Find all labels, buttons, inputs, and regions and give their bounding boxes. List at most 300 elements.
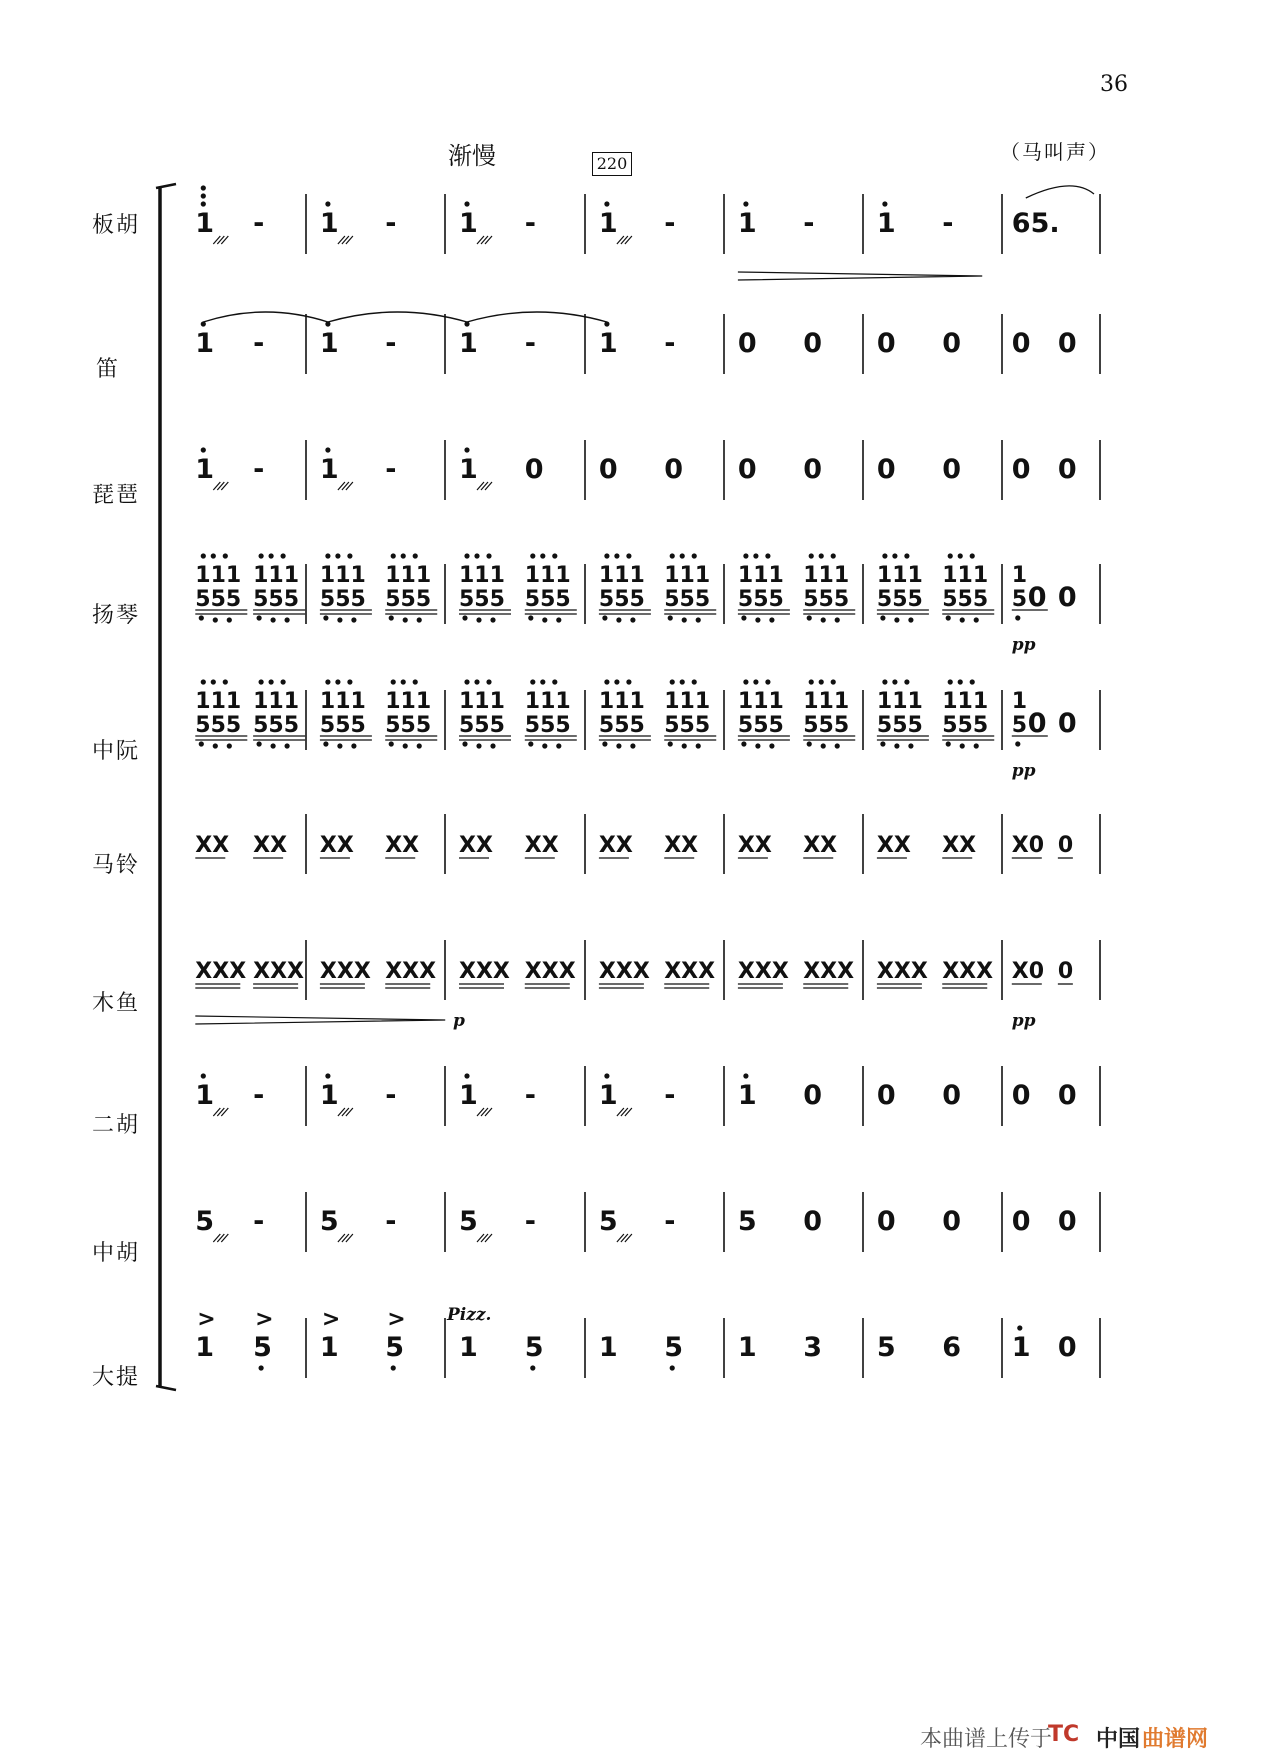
note: 1 [598, 208, 618, 239]
octave-dot [809, 679, 814, 684]
octave-dot [904, 553, 909, 558]
note: 5 [319, 1206, 339, 1237]
chord-lower: 555 [598, 713, 645, 738]
tremolo-mark [342, 236, 349, 244]
chord-lower: 555 [195, 713, 242, 738]
accent-mark: > [197, 1307, 216, 1332]
chord-lower: 555 [803, 713, 850, 738]
note: - [803, 208, 815, 239]
note: - [664, 208, 676, 239]
octave-dot [530, 679, 535, 684]
octave-dot-low [1015, 741, 1020, 746]
note: 1 [319, 208, 339, 239]
chord-upper: 111 [942, 563, 989, 588]
instrument-label-dati: 大提 [92, 1365, 141, 1390]
note: 5 [385, 1332, 405, 1363]
tremolo-mark [221, 1234, 228, 1242]
note: - [524, 1206, 537, 1237]
page-number: 36 [1100, 72, 1128, 97]
accent-mark: > [255, 1307, 274, 1332]
chord-lower: 5 [1011, 587, 1028, 612]
octave-dot [201, 185, 206, 190]
percussion-note: X0 [1011, 959, 1045, 984]
note: 5 [253, 1332, 272, 1363]
chord-lower: 555 [664, 587, 711, 612]
octave-dot-low [807, 741, 812, 746]
chord-upper: 111 [524, 563, 571, 588]
note: - [253, 328, 265, 359]
chord-upper: 111 [737, 689, 784, 714]
note: 5 [459, 1206, 478, 1237]
octave-dot-low [403, 743, 408, 748]
chord-lower: 555 [253, 587, 300, 612]
note: - [253, 208, 265, 239]
octave-dot [831, 553, 836, 558]
note: 1 [319, 328, 339, 359]
octave-dot [201, 553, 206, 558]
note: 0 [942, 1080, 962, 1111]
note: 0 [1057, 1332, 1077, 1363]
tremolo-mark [477, 236, 484, 244]
tremolo-mark [213, 1234, 220, 1242]
octave-dot-low [285, 617, 290, 622]
octave-dot-low [741, 615, 746, 620]
octave-dot-low [630, 617, 635, 622]
note: 1 [459, 208, 478, 239]
octave-dot-low [908, 617, 913, 622]
note: 0 [876, 1080, 896, 1111]
note: - [942, 208, 954, 239]
note: 0 [1057, 582, 1077, 613]
octave-dot-low [960, 617, 965, 622]
octave-dot-low [528, 741, 533, 746]
instrument-label-pipa: 琵琶 [92, 483, 141, 508]
note: 0 [1057, 454, 1077, 485]
note: 0 [803, 454, 823, 485]
staff-3 [195, 553, 1076, 622]
tremolo-mark [617, 1234, 624, 1242]
system-bracket-bottom [156, 1386, 176, 1390]
octave-dot-low [741, 741, 746, 746]
percussion-note: XX [459, 833, 493, 858]
tremolo-mark [621, 1108, 628, 1116]
octave-dot [819, 553, 824, 558]
octave-dot [259, 679, 264, 684]
octave-dot [604, 553, 609, 558]
octave-dot [614, 553, 619, 558]
note: 1 [737, 1080, 757, 1111]
octave-dot [753, 679, 758, 684]
octave-dot [604, 1073, 609, 1078]
percussion-note: XX [524, 833, 559, 858]
octave-dot [604, 201, 609, 206]
instrument-label-zhonghu: 中胡 [92, 1241, 141, 1266]
octave-dot-low [556, 743, 561, 748]
octave-dot-low [528, 615, 533, 620]
note: 0 [876, 1206, 896, 1237]
accent-mark: > [321, 1307, 341, 1332]
rehearsal-mark: 220 [592, 152, 632, 176]
octave-dot [948, 553, 953, 558]
octave-dot [892, 553, 897, 558]
tremolo-mark [625, 1234, 632, 1242]
percussion-note: XXX [737, 959, 789, 984]
octave-dot-low [602, 615, 607, 620]
octave-dot [552, 553, 557, 558]
percussion-note: XX [598, 833, 633, 858]
note: - [385, 454, 397, 485]
octave-dot [259, 553, 264, 558]
chord-lower: 555 [664, 713, 711, 738]
octave-dot [680, 679, 685, 684]
octave-dot-low [351, 617, 356, 622]
octave-dot [680, 553, 685, 558]
note: 5 [524, 1332, 544, 1363]
staff-8 [195, 1206, 1076, 1242]
chord-upper: 111 [253, 689, 300, 714]
note: 1 [195, 208, 215, 239]
chord-lower: 555 [459, 713, 505, 738]
octave-dot [970, 679, 975, 684]
note: - [385, 208, 397, 239]
chord-upper: 111 [195, 689, 242, 714]
note: 1 [876, 208, 896, 239]
octave-dot-low [227, 617, 232, 622]
note: 0 [598, 454, 618, 485]
chord-lower: 555 [385, 587, 432, 612]
octave-dot [540, 679, 545, 684]
chord-upper: 111 [459, 689, 505, 714]
chord-upper: 111 [385, 563, 432, 588]
note: 0 [803, 1080, 823, 1111]
tremolo-mark [342, 482, 349, 490]
octave-dot [464, 553, 469, 558]
note: 0 [1011, 1080, 1031, 1111]
instrument-label-banhu: 板胡 [92, 213, 141, 238]
chord-lower: 555 [385, 713, 432, 738]
octave-dot-low [389, 615, 394, 620]
percussion-note: XX [876, 833, 911, 858]
octave-dot [325, 447, 330, 452]
note: 0 [524, 454, 544, 485]
note: 0 [803, 328, 823, 359]
percussion-note: XX [803, 833, 838, 858]
octave-dot-low [696, 617, 701, 622]
octave-dot [552, 679, 557, 684]
octave-dot [892, 679, 897, 684]
note: - [664, 1206, 676, 1237]
chord-lower: 555 [195, 587, 242, 612]
octave-dot-low [213, 743, 218, 748]
note: - [524, 1080, 537, 1111]
chord-upper: 1 [1011, 689, 1028, 714]
octave-dot [325, 201, 330, 206]
chord-upper: 111 [319, 563, 366, 588]
octave-dot [474, 679, 479, 684]
note: 1 [459, 1080, 478, 1111]
octave-dot [765, 679, 770, 684]
staff-2 [195, 447, 1076, 490]
octave-dot [904, 679, 909, 684]
staff-9 [195, 1325, 1076, 1370]
octave-dot [530, 553, 535, 558]
octave-dot-low [323, 741, 328, 746]
octave-dot-low [556, 617, 561, 622]
octave-dot-low [462, 615, 467, 620]
octave-dot-low [602, 741, 607, 746]
tremolo-mark [346, 236, 353, 244]
note: 0 [1057, 328, 1077, 359]
octave-dot-low [616, 617, 621, 622]
octave-dot-low [946, 615, 951, 620]
note: 0 [876, 328, 896, 359]
watermark-site-suffix: 曲谱网 [1142, 1727, 1209, 1752]
tremolo-mark [217, 1108, 224, 1116]
octave-dot-low [417, 743, 422, 748]
percussion-note: XXX [385, 959, 437, 984]
diminuendo-hairpin [195, 1016, 445, 1024]
octave-dot [474, 553, 479, 558]
octave-dot [626, 553, 631, 558]
tremolo-mark [481, 1108, 488, 1116]
percussion-note: XX [385, 833, 420, 858]
octave-dot [743, 201, 748, 206]
tie [467, 312, 607, 322]
octave-dot [670, 679, 675, 684]
octave-dot [970, 553, 975, 558]
percussion-note: XXX [664, 959, 716, 984]
tremolo-mark [625, 1108, 632, 1116]
note: 1 [319, 454, 339, 485]
tie [203, 312, 328, 322]
octave-dot [325, 1073, 330, 1078]
octave-dot-low [490, 617, 495, 622]
note: 0 [942, 1206, 962, 1237]
octave-dot [464, 447, 469, 452]
octave-dot [614, 679, 619, 684]
tremolo-mark [346, 1234, 353, 1242]
octave-dot [670, 553, 675, 558]
octave-dot-low [542, 617, 547, 622]
tremolo-mark [485, 1108, 492, 1116]
tremolo-mark [342, 1234, 349, 1242]
octave-dot [281, 679, 286, 684]
chord-upper: 111 [319, 689, 366, 714]
note: - [385, 1206, 397, 1237]
chord-upper: 1 [1011, 563, 1028, 588]
octave-dot-low [696, 743, 701, 748]
octave-dot [211, 679, 216, 684]
chord-upper: 111 [385, 689, 432, 714]
octave-dot [391, 553, 396, 558]
octave-dot [540, 553, 545, 558]
percussion-note: XX [253, 833, 288, 858]
octave-dot-low [271, 617, 276, 622]
tremolo-mark [481, 1234, 488, 1242]
octave-dot-low [894, 743, 899, 748]
staff-4 [195, 679, 1076, 748]
octave-dot-low [974, 617, 979, 622]
note: 1 [598, 1332, 618, 1363]
chord-upper: 111 [664, 563, 711, 588]
instrument-label-maling: 马铃 [92, 853, 141, 878]
staff-0 [195, 201, 1059, 244]
octave-dot [464, 201, 469, 206]
octave-dot [211, 553, 216, 558]
octave-dot [753, 553, 758, 558]
note: 1 [195, 1080, 215, 1111]
percussion-note: XXX [942, 959, 994, 984]
octave-dot [201, 321, 206, 326]
chord-lower: 555 [737, 587, 784, 612]
octave-dot [281, 553, 286, 558]
note: 0 [942, 328, 962, 359]
tremolo-mark [617, 1108, 624, 1116]
chord-lower: 555 [319, 587, 366, 612]
octave-dot-low [351, 743, 356, 748]
note: 5 [664, 1332, 684, 1363]
note: 0 [1011, 1206, 1031, 1237]
tremolo-mark [485, 1234, 492, 1242]
chord-upper: 111 [876, 689, 923, 714]
instrument-label-muyu: 木鱼 [92, 991, 141, 1016]
octave-dot-low [530, 1365, 535, 1370]
octave-dot [626, 679, 631, 684]
chord-lower: 555 [737, 713, 784, 738]
note: 1 [459, 1332, 478, 1363]
tremolo-mark [477, 1234, 484, 1242]
octave-dot-low [807, 615, 812, 620]
chord-upper: 111 [253, 563, 300, 588]
note: 0 [803, 1206, 823, 1237]
tremolo-mark [213, 482, 220, 490]
note: 1 [195, 454, 215, 485]
tempo-marking: 渐慢 [448, 142, 496, 170]
tremolo-mark [346, 482, 353, 490]
chord-lower: 555 [524, 713, 571, 738]
chord-lower: 555 [942, 713, 989, 738]
octave-dot [604, 679, 609, 684]
chord-upper: 111 [803, 563, 850, 588]
tremolo-mark [213, 1108, 220, 1116]
pizz-marking: Pizz. [447, 1305, 492, 1325]
octave-dot [882, 201, 887, 206]
percussion-note: 0 [1057, 833, 1074, 858]
note: 1 [598, 328, 618, 359]
percussion-note: XXX [598, 959, 650, 984]
octave-dot-low [630, 743, 635, 748]
tremolo-mark [217, 1234, 224, 1242]
octave-dot [743, 679, 748, 684]
diminuendo-hairpin [738, 272, 982, 280]
chord-lower: 555 [319, 713, 366, 738]
tremolo-mark [221, 482, 228, 490]
percussion-note: XX [664, 833, 699, 858]
tremolo-mark [346, 1108, 353, 1116]
staff-7 [195, 1073, 1076, 1116]
octave-dot [401, 679, 406, 684]
octave-dot-low [337, 743, 342, 748]
octave-dot [201, 679, 206, 684]
octave-dot-low [199, 741, 204, 746]
note: 1 [195, 328, 215, 359]
chord-lower: 555 [524, 587, 571, 612]
octave-dot [201, 1073, 206, 1078]
octave-dot-low [668, 741, 673, 746]
octave-dot-low [616, 743, 621, 748]
octave-dot-low [1015, 615, 1020, 620]
octave-dot [831, 679, 836, 684]
tremolo-mark [221, 236, 228, 244]
tremolo-mark [485, 482, 492, 490]
chord-upper: 111 [942, 689, 989, 714]
chord-lower: 555 [942, 587, 989, 612]
note: 6 [942, 1332, 962, 1363]
octave-dot [882, 553, 887, 558]
chord-upper: 111 [737, 563, 784, 588]
note: 1 [737, 208, 757, 239]
octave-dot [201, 201, 206, 206]
octave-dot-low [682, 743, 687, 748]
note: 0 [1011, 454, 1031, 485]
instrument-label-yangqin: 扬琴 [92, 603, 141, 628]
note: 65. [1011, 208, 1060, 239]
octave-dot-low [755, 617, 760, 622]
percussion-note: XXX [195, 959, 247, 984]
percussion-note: X0 [1011, 833, 1045, 858]
chord-lower: 555 [253, 713, 300, 738]
slur [1026, 186, 1094, 198]
octave-dot-low [417, 617, 422, 622]
octave-dot [958, 679, 963, 684]
chord-lower: 555 [598, 587, 645, 612]
rest: 0 [1027, 582, 1047, 613]
octave-dot-low [285, 743, 290, 748]
octave-dot-low [960, 743, 965, 748]
octave-dot-low [257, 741, 262, 746]
chord-upper: 111 [524, 689, 571, 714]
octave-dot [464, 679, 469, 684]
chord-upper: 111 [598, 563, 645, 588]
note: 0 [737, 454, 757, 485]
octave-dot-low [835, 617, 840, 622]
octave-dot-low [880, 615, 885, 620]
octave-dot [486, 679, 491, 684]
system-bracket-top [156, 184, 176, 188]
note: 0 [876, 454, 896, 485]
dynamic-pp: pp [1011, 1011, 1036, 1031]
octave-dot-low [462, 741, 467, 746]
chord-upper: 111 [803, 689, 850, 714]
percussion-note: XXX [319, 959, 371, 984]
octave-dot [882, 679, 887, 684]
octave-dot-low [769, 743, 774, 748]
octave-dot [948, 679, 953, 684]
octave-dot [335, 679, 340, 684]
octave-dot-low [670, 1365, 675, 1370]
watermark [920, 1708, 1209, 1752]
tremolo-mark [481, 236, 488, 244]
accent-mark: > [387, 1307, 406, 1332]
percussion-note: XXX [803, 959, 855, 984]
octave-dot-low [835, 743, 840, 748]
note: - [664, 1080, 676, 1111]
percussion-note: XXX [876, 959, 928, 984]
octave-dot [1017, 1325, 1022, 1330]
tremolo-mark [217, 482, 224, 490]
tremolo-mark [338, 236, 345, 244]
octave-dot-low [257, 615, 262, 620]
